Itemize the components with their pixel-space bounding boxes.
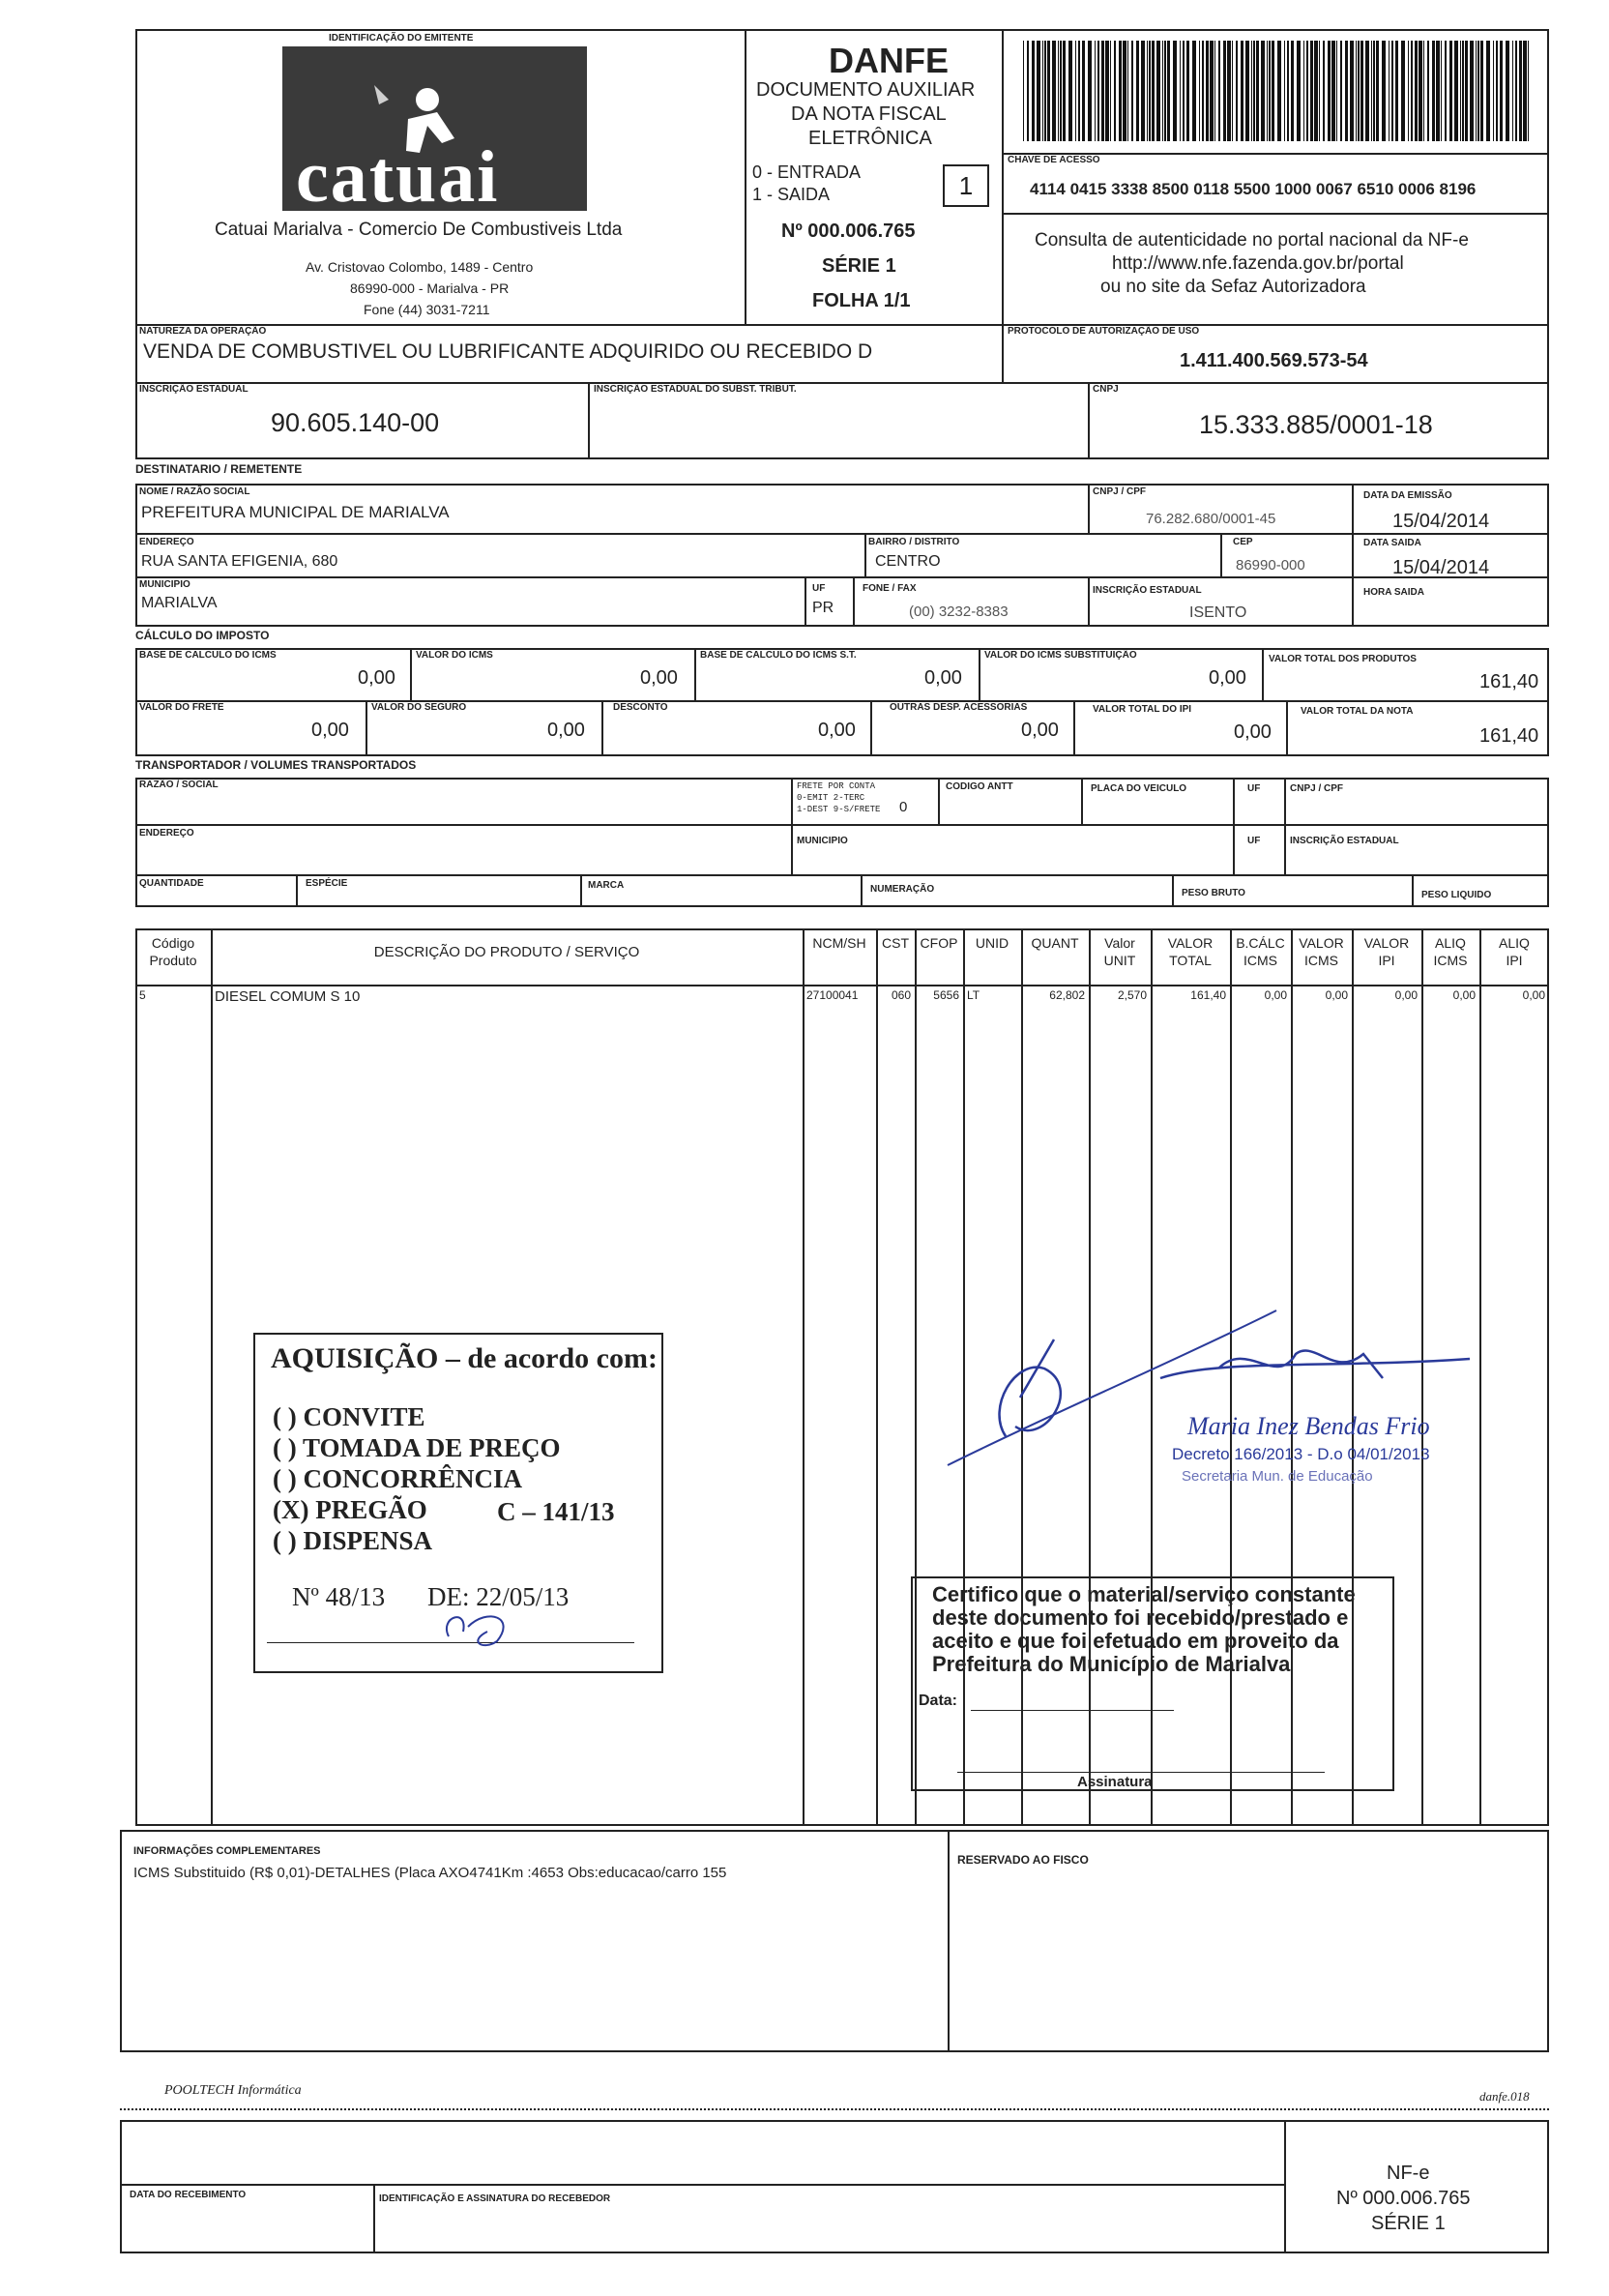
- emitter-address-line1: Av. Cristovao Colombo, 1489 - Centro: [306, 259, 534, 275]
- recipient-ie-label: INSCRIÇÃO ESTADUAL: [1093, 585, 1202, 596]
- base-icms-st-label: BASE DE CALCULO DO ICMS S.T.: [700, 650, 857, 661]
- insurance-label: VALOR DO SEGURO: [371, 702, 467, 713]
- protocol-label: PROTOCOLO DE AUTORIZAÇÃO DE USO: [1008, 326, 1200, 337]
- numbering-label: NUMERAÇÃO: [870, 884, 935, 895]
- certify-line2: deste documento foi recebido/prestado e: [932, 1605, 1349, 1630]
- acquisition-initials: [429, 1598, 545, 1656]
- header-hline-statereg: [135, 382, 1549, 384]
- danfe-subtitle2: DA NOTA FISCAL: [791, 103, 947, 125]
- products-header-cell: CST: [882, 935, 909, 951]
- products-header-cell: VALOR IPI: [1363, 935, 1410, 968]
- transport-v2: [938, 778, 940, 824]
- receipt-date-label: DATA DO RECEBIMENTO: [130, 2190, 247, 2200]
- cnpj-value: 15.333.885/0001-18: [1199, 410, 1433, 439]
- tax-v7: [870, 700, 872, 756]
- form-id: danfe.018: [1479, 2089, 1530, 2104]
- recipient-vline-ie: [1088, 576, 1090, 627]
- transport-section-label: TRANSPORTADOR / VOLUMES TRANSPORTADOS: [135, 758, 417, 772]
- base-icms-label: BASE DE CALCULO DO ICMS: [139, 650, 277, 661]
- tax-hline: [135, 700, 1549, 702]
- access-key-label: CHAVE DE ACESSO: [1008, 155, 1100, 165]
- danfe-type-code: 1: [958, 171, 974, 200]
- discount: 0,00: [818, 720, 856, 741]
- header-divider-sr2: [1088, 382, 1090, 459]
- acquisition-opt2: ( ) TOMADA DE PREÇO: [273, 1433, 561, 1462]
- freight-label: VALOR DO FRETE: [139, 702, 224, 713]
- cnpj-label: CNPJ: [1093, 384, 1119, 395]
- header-divider-protocol: [1002, 324, 1004, 382]
- valor-icms: 0,00: [640, 667, 678, 689]
- city: MARIALVA: [141, 595, 218, 611]
- tax-v4: [1262, 648, 1264, 700]
- products-col-divider: [803, 928, 804, 1826]
- phone: (00) 3232-8383: [909, 603, 1009, 620]
- products-col-divider: [211, 928, 213, 1826]
- freight-value: 0: [899, 799, 908, 815]
- recipient-name-label: NOME / RAZÃO SOCIAL: [139, 486, 250, 497]
- emitter-address-line2: 86990-000 - Marialva - PR: [350, 280, 510, 296]
- products-cell: 62,802: [1049, 988, 1085, 1002]
- transport-v9: [1172, 874, 1174, 907]
- transport-ie-label: INSCRIÇÃO ESTADUAL: [1290, 836, 1399, 846]
- transport-city-label: MUNICIPIO: [797, 836, 848, 846]
- valor-icms-label: VALOR DO ICMS: [416, 650, 493, 661]
- header-divider-2: [1002, 29, 1004, 324]
- protocol-value: 1.411.400.569.573-54: [1180, 350, 1368, 371]
- danfe-subtitle3: ELETRÔNICA: [808, 128, 932, 149]
- recipient-name: PREFEITURA MUNICIPAL DE MARIALVA: [141, 503, 450, 521]
- products-cell: 5: [139, 988, 146, 1002]
- danfe-series: SÉRIE 1: [822, 255, 896, 277]
- transport-uf-label: UF: [1247, 783, 1261, 794]
- products-cell: 161,40: [1190, 988, 1226, 1002]
- additional-label: INFORMAÇÕES COMPLEMENTARES: [133, 1845, 321, 1857]
- danfe-number: Nº 000.006.765: [781, 221, 916, 242]
- acquisition-opt4: (X) PREGÃO: [273, 1495, 427, 1524]
- danfe-sheet: FOLHA 1/1: [812, 290, 911, 311]
- state-reg-value: 90.605.140-00: [271, 408, 440, 437]
- products-cell: LT: [967, 988, 980, 1002]
- products-header-cell: ALIQ ICMS: [1433, 935, 1468, 968]
- acquisition-title: AQUISIÇÃO – de acordo com:: [271, 1342, 658, 1374]
- acquisition-opt4-ref: C – 141/13: [497, 1497, 615, 1526]
- receipt-hline: [120, 2184, 1284, 2186]
- danfe-subtitle1: DOCUMENTO AUXILIAR: [756, 79, 976, 101]
- cep: 86990-000: [1236, 557, 1305, 574]
- transport-v7: [580, 874, 582, 907]
- freight-label-3: 1-DEST 9-S/FRETE: [797, 805, 881, 814]
- recipient-vline-cep: [1220, 533, 1222, 576]
- barcode: [1023, 41, 1534, 141]
- products-cell: 0,00: [1264, 988, 1287, 1002]
- products-cell: 5656: [933, 988, 959, 1002]
- products-header-cell: VALOR ICMS: [1299, 935, 1344, 968]
- exit-time-label: HORA SAIDA: [1363, 587, 1424, 598]
- tax-v9: [1286, 700, 1288, 756]
- certify-sign-line: [957, 1772, 1325, 1773]
- phone-label: FONE / FAX: [863, 583, 917, 594]
- acquisition-opt5: ( ) DISPENSA: [273, 1526, 433, 1555]
- recipient-address-label: ENDEREÇO: [139, 537, 194, 547]
- acquisition-stamp: [253, 1333, 663, 1673]
- species-label: ESPÉCIE: [306, 878, 348, 889]
- receipt-v2: [1284, 2120, 1286, 2253]
- receipt-series: SÉRIE 1: [1371, 2213, 1446, 2234]
- products-cell: 2,570: [1117, 988, 1147, 1002]
- danfe-entry: 0 - ENTRADA: [752, 162, 862, 182]
- transport-v6: [296, 874, 298, 907]
- recipient-vline-cnpj: [1088, 484, 1090, 533]
- tax-section-label: CÁLCULO DO IMPOSTO: [135, 629, 270, 642]
- freight-label-1: FRETE POR CONTA: [797, 781, 876, 791]
- company-logo: [282, 46, 587, 211]
- tax-v8: [1073, 700, 1075, 756]
- products-header-cell: B.CÁLC ICMS: [1236, 935, 1285, 968]
- access-key: 4114 0415 3338 8500 0118 5500 1000 0067 6510 0006 8196: [1030, 180, 1477, 198]
- recipient-ie: ISENTO: [1189, 604, 1247, 621]
- total-products-label: VALOR TOTAL DOS PRODUTOS: [1269, 654, 1417, 664]
- additional-divider: [948, 1830, 950, 2052]
- receipt-nfe: NF-e: [1387, 2163, 1430, 2184]
- freight-label-2: 0-EMIT 2-TERC: [797, 793, 865, 803]
- certify-line4: Prefeitura do Município de Marialva: [932, 1652, 1291, 1676]
- emitter-phone: Fone (44) 3031-7211: [364, 302, 490, 317]
- city-label: MUNICIPIO: [139, 579, 190, 590]
- cep-label: CEP: [1233, 537, 1253, 547]
- ipi: 0,00: [1234, 721, 1272, 743]
- transport-v1: [791, 778, 793, 874]
- products-cell: 060: [891, 988, 911, 1002]
- transport-v4: [1233, 778, 1235, 874]
- issue-date-label: DATA DA EMISSÃO: [1363, 490, 1452, 501]
- emitter-company-name: Catuai Marialva - Comercio De Combustiveis Ltda: [215, 220, 623, 240]
- carrier-name-label: RAZÃO / SOCIAL: [139, 780, 219, 790]
- products-cell: DIESEL COMUM S 10: [215, 988, 361, 1005]
- products-header-cell: Valor UNIT: [1103, 935, 1136, 968]
- district: CENTRO: [875, 553, 941, 570]
- products-cell: 0,00: [1394, 988, 1418, 1002]
- certify-stamp: [911, 1576, 1394, 1791]
- transport-address-label: ENDEREÇO: [139, 828, 194, 839]
- footer-dotted-rule: [120, 2108, 1549, 2110]
- brand-label: MARCA: [588, 880, 625, 891]
- signature-line2: Decreto 166/2013 - D.o 04/01/2013: [1172, 1445, 1430, 1463]
- products-cell: 0,00: [1325, 988, 1348, 1002]
- transport-cnpj-label: CNPJ / CPF: [1290, 783, 1344, 794]
- transport-v5: [1284, 778, 1286, 874]
- valor-icms-st-label: VALOR DO ICMS SUBSTITUIÇÃO: [984, 650, 1137, 661]
- danfe-title: DANFE: [829, 41, 949, 80]
- state-reg-label: INSCRIÇÃO ESTADUAL: [139, 384, 249, 395]
- nature-label: NATUREZA DA OPERAÇÃO: [139, 326, 267, 337]
- recipient-vline-date: [1352, 484, 1354, 627]
- additional-frame: [120, 1830, 1549, 2052]
- recipient-hline1: [135, 533, 1549, 535]
- recipient-section-label: DESTINATARIO / REMETENTE: [135, 462, 303, 476]
- header-hline-consult: [1002, 213, 1549, 215]
- base-icms-st: 0,00: [924, 667, 962, 689]
- tax-v5: [366, 700, 367, 756]
- recipient-vline-phone: [853, 576, 855, 627]
- net-label: PESO LIQUIDO: [1421, 890, 1492, 900]
- reserved-label: RESERVADO AO FISCO: [957, 1853, 1089, 1867]
- ipi-label: VALOR TOTAL DO IPI: [1093, 704, 1192, 715]
- gross-label: PESO BRUTO: [1182, 888, 1245, 898]
- signature-name: Maria Inez Bendas Frio: [1187, 1412, 1430, 1440]
- total-products: 161,40: [1479, 671, 1539, 692]
- freight: 0,00: [311, 720, 349, 741]
- insurance: 0,00: [547, 720, 585, 741]
- issue-date: 15/04/2014: [1392, 511, 1490, 532]
- handwritten-signature: [928, 1301, 1528, 1494]
- header-divider-sr1: [588, 382, 590, 459]
- software-credit: POOLTECH Informática: [164, 2083, 302, 2098]
- acquisition-opt3: ( ) CONCORRÊNCIA: [273, 1464, 522, 1493]
- certify-line3: aceito e que foi efetuado em proveito da: [932, 1629, 1339, 1653]
- barcode-icon: [1023, 41, 1534, 141]
- valor-icms-st: 0,00: [1209, 667, 1246, 689]
- receipt-frame: [120, 2120, 1549, 2253]
- certify-date-label: Data:: [919, 1693, 958, 1709]
- consult-line3: ou no site da Sefaz Autorizadora: [1100, 277, 1366, 297]
- consult-line2[interactable]: http://www.nfe.fazenda.gov.br/portal: [1112, 253, 1404, 274]
- transport-hline2: [135, 874, 1549, 876]
- exit-date-label: DATA SAIDA: [1363, 538, 1421, 548]
- receipt-number: Nº 000.006.765: [1336, 2188, 1471, 2209]
- exit-date: 15/04/2014: [1392, 557, 1490, 578]
- state-reg-subst-label: INSCRIÇÃO ESTADUAL DO SUBST. TRIBUT.: [594, 384, 797, 395]
- products-header-line: [135, 985, 1549, 986]
- acquisition-number: Nº 48/13: [292, 1582, 386, 1611]
- base-icms: 0,00: [358, 667, 395, 689]
- products-header-cell: CFOP: [920, 935, 958, 951]
- recipient-cnpj-label: CNPJ / CPF: [1093, 486, 1147, 497]
- other-label: OUTRAS DESP. ACESSORIAS: [890, 702, 1028, 713]
- certify-date-line: [971, 1710, 1174, 1711]
- receipt-ident-label: IDENTIFICAÇÃO E ASSINATURA DO RECEBEDOR: [379, 2193, 611, 2204]
- certify-sign-label: Assinatura: [1077, 1774, 1153, 1790]
- danfe-type-box: [943, 164, 989, 207]
- nature-value: VENDA DE COMBUSTIVEL OU LUBRIFICANTE ADQUIRIDO OU RECEBIDO D: [143, 340, 873, 363]
- consult-line1: Consulta de autenticidade no portal nacional da NF-e: [1035, 230, 1469, 250]
- tax-v3: [979, 648, 980, 700]
- products-header-cell: QUANT: [1031, 935, 1079, 951]
- uf-label: UF: [812, 583, 826, 594]
- transport-v3: [1081, 778, 1083, 824]
- additional-text: ICMS Substituido (R$ 0,01)-DETALHES (Placa AXO4741Km :4653 Obs:educacao/carro 155: [133, 1865, 727, 1881]
- discount-label: DESCONTO: [613, 702, 668, 713]
- certify-line1: Certifico que o material/serviço constante: [932, 1582, 1356, 1606]
- antt-label: CODIGO ANTT: [946, 781, 1013, 792]
- products-col-divider: [876, 928, 878, 1826]
- transport-hline1: [135, 824, 1549, 826]
- district-label: BAIRRO / DISTRITO: [868, 537, 960, 547]
- tax-v2: [694, 648, 696, 700]
- transport-uf2-label: UF: [1247, 836, 1261, 846]
- recipient-address: RUA SANTA EFIGENIA, 680: [141, 553, 338, 570]
- danfe-exit: 1 - SAIDA: [752, 185, 831, 204]
- uf: PR: [812, 600, 834, 616]
- tax-v1: [410, 648, 412, 700]
- emitter-section-label: IDENTIFICAÇÃO DO EMITENTE: [329, 33, 474, 44]
- products-cell: 0,00: [1452, 988, 1476, 1002]
- products-header-cell: DESCRIÇÃO DO PRODUTO / SERVIÇO: [373, 944, 640, 960]
- recipient-vline-uf: [804, 576, 806, 627]
- logo-text: catuai: [296, 136, 500, 211]
- header-divider-1: [745, 29, 746, 324]
- recipient-vline-district: [864, 533, 866, 576]
- products-header-cell: UNID: [975, 935, 1009, 951]
- receipt-v1: [373, 2184, 375, 2253]
- products-header-cell: Código Produto: [149, 935, 197, 968]
- products-cell: 27100041: [806, 988, 859, 1002]
- acquisition-opt1: ( ) CONVITE: [273, 1402, 425, 1431]
- recipient-cnpj: 76.282.680/0001-45: [1146, 511, 1276, 527]
- transport-v10: [1412, 874, 1414, 907]
- acquisition-date: DE: 22/05/13: [427, 1582, 570, 1611]
- transport-v8: [861, 874, 863, 907]
- products-header-cell: NCM/SH: [812, 935, 866, 951]
- plate-label: PLACA DO VEICULO: [1091, 783, 1187, 794]
- recipient-hline2: [135, 576, 1549, 578]
- qty-label: QUANTIDADE: [139, 878, 204, 889]
- total-note: 161,40: [1479, 725, 1539, 747]
- products-header-cell: VALOR TOTAL: [1167, 935, 1214, 968]
- products-header-cell: ALIQ IPI: [1499, 935, 1530, 968]
- products-cell: 0,00: [1522, 988, 1545, 1002]
- tax-v6: [601, 700, 603, 756]
- header-hline-nature: [135, 324, 1549, 326]
- other: 0,00: [1021, 720, 1059, 741]
- total-note-label: VALOR TOTAL DA NOTA: [1301, 706, 1414, 717]
- signature-line3: Secretaria Mun. de Educação: [1182, 1468, 1373, 1485]
